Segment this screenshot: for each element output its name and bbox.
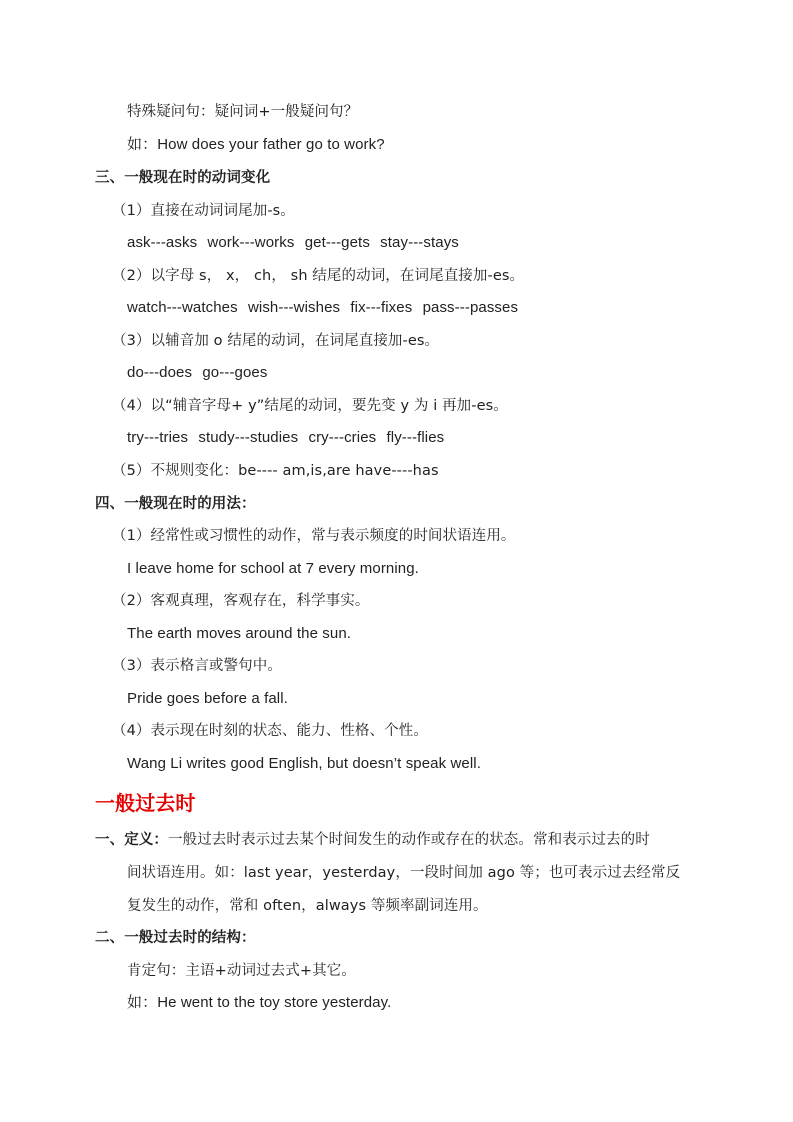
usage-2-example: The earth moves around the sun. xyxy=(127,625,352,642)
definition-line-1 xyxy=(95,830,650,850)
rule-3-examples: do---does go---goes xyxy=(127,364,268,381)
special-question-example: 如：How does your father go to work? xyxy=(127,136,385,153)
usage-2: （2）客观真理，客观存在，科学事实。 xyxy=(112,593,370,609)
special-question-rule: 特殊疑问句：疑问词+一般疑问句？ xyxy=(127,104,359,120)
affirmative-structure: 肯定句：主语+动词过去式+其它。 xyxy=(127,963,356,979)
usage-4-example: Wang Li writes good English, but doesn’t speak well. xyxy=(127,755,482,772)
definition-line-2: 间状语连用。如：last year，yesterday，一段时间加 ago 等；也可表示过去经常反 xyxy=(127,865,681,881)
past-tense-title: 一般过去时 xyxy=(95,791,196,815)
section-verb-changes-heading: 三、一般现在时的动词变化 xyxy=(95,170,271,186)
definition-label: 一、定义： xyxy=(95,832,168,848)
rule-2-examples: watch---watches wish---wishes fix---fixes pass---passes xyxy=(127,299,519,316)
section-structure-heading: 二、一般过去时的结构： xyxy=(95,930,256,946)
usage-3: （3）表示格言或警句中。 xyxy=(112,658,282,674)
usage-3-example: Pride goes before a fall. xyxy=(127,690,288,707)
affirmative-example: 如：He went to the toy store yesterday. xyxy=(127,994,392,1011)
section-usage-heading: 四、一般现在时的用法： xyxy=(95,496,256,512)
rule-4: （4）以“辅音字母+ y”结尾的动词，要先变 y 为 i 再加-es。 xyxy=(112,398,508,414)
rule-5-irregular: （5）不规则变化：be---- am,is,are have----has xyxy=(112,463,439,479)
rule-1: （1）直接在动词词尾加-s。 xyxy=(112,203,295,219)
usage-4: （4）表示现在时刻的状态、能力、性格、个性。 xyxy=(112,723,428,739)
usage-1: （1）经常性或习惯性的动作，常与表示频度的时间状语连用。 xyxy=(112,528,516,544)
definition-line-3: 复发生的动作，常和 often，always 等频率副词连用。 xyxy=(127,898,488,914)
rule-1-examples: ask---asks work---works get---gets stay---stays xyxy=(127,234,459,251)
rule-3: （3）以辅音加 o 结尾的动词，在词尾直接加-es。 xyxy=(112,333,440,349)
definition-text: 一般过去时表示过去某个时间发生的动作或存在的状态。常和表示过去的时 xyxy=(168,832,650,848)
rule-2: （2）以字母 s， x， ch， sh 结尾的动词，在词尾直接加-es。 xyxy=(112,268,525,284)
usage-1-example: I leave home for school at 7 every morning. xyxy=(127,560,419,577)
rule-4-examples: try---tries study---studies cry---cries fly---flies xyxy=(127,429,445,446)
